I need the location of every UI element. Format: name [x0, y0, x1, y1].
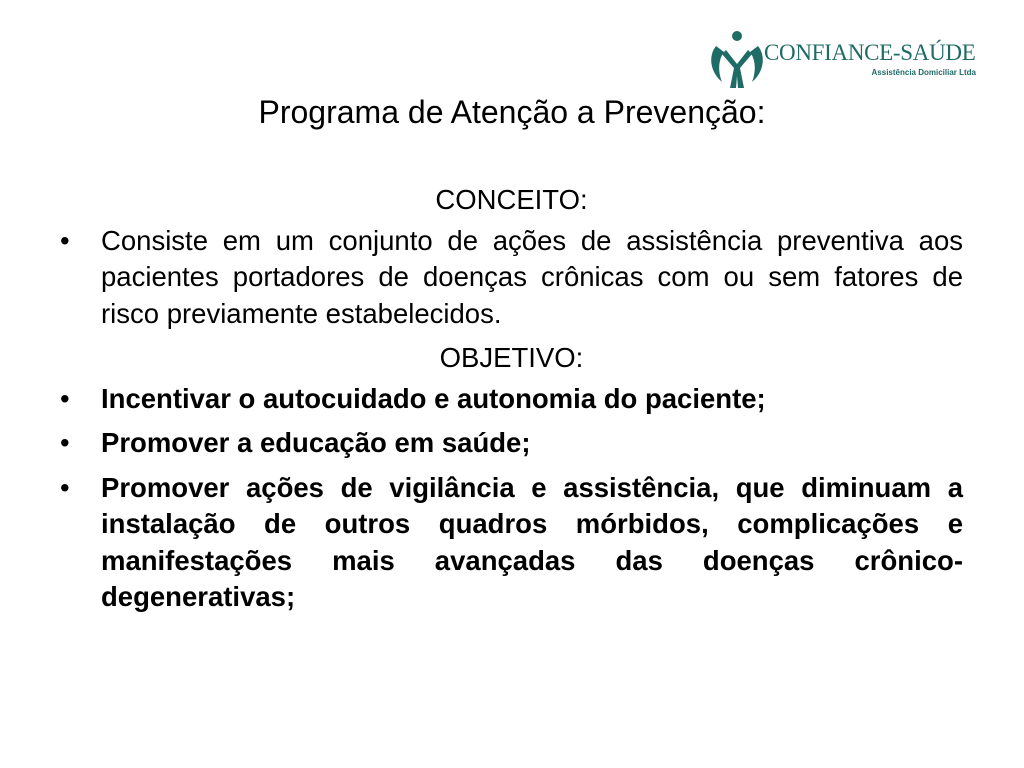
slide-content — [60, 182, 963, 624]
bullet-icon: • — [60, 224, 70, 256]
bullet-icon: • — [60, 382, 70, 414]
concept-bullet — [60, 223, 963, 333]
concept-bullet-text: Consiste em um conjunto de ações de assistência preventiva aos pacientes portadores de doenças crônicas com ou sem fatores de risco previamente estabelecidos. — [101, 224, 963, 329]
logo-company-subtitle: Assistência Domiciliar Ltda — [871, 68, 976, 77]
objective-bullet-text: Promover ações de vigilância e assistência, que diminuam a instalação de outros quadros mórbidos, complicações e manifestações mais avançadas das doenças crônico-degenerativas; — [101, 471, 963, 612]
slide-title: Programa de Atenção a Prevenção: — [258, 94, 766, 130]
concept-heading: CONCEITO: — [435, 184, 588, 215]
logo-person-icon — [704, 28, 764, 90]
objective-bullet — [60, 381, 963, 418]
objective-bullet-text: Promover a educação em saúde; — [101, 427, 531, 458]
bullet-icon: • — [60, 471, 70, 503]
objective-heading: OBJETIVO: — [439, 342, 584, 373]
bullet-icon: • — [60, 427, 70, 458]
objective-bullet — [60, 470, 963, 616]
logo-company-name: CONFIANCE-SAÚDE — [764, 40, 976, 65]
objective-bullet — [60, 425, 963, 462]
objective-bullet-text: Incentivar o autocuidado e autonomia do paciente; — [101, 382, 766, 414]
company-logo — [704, 28, 984, 90]
